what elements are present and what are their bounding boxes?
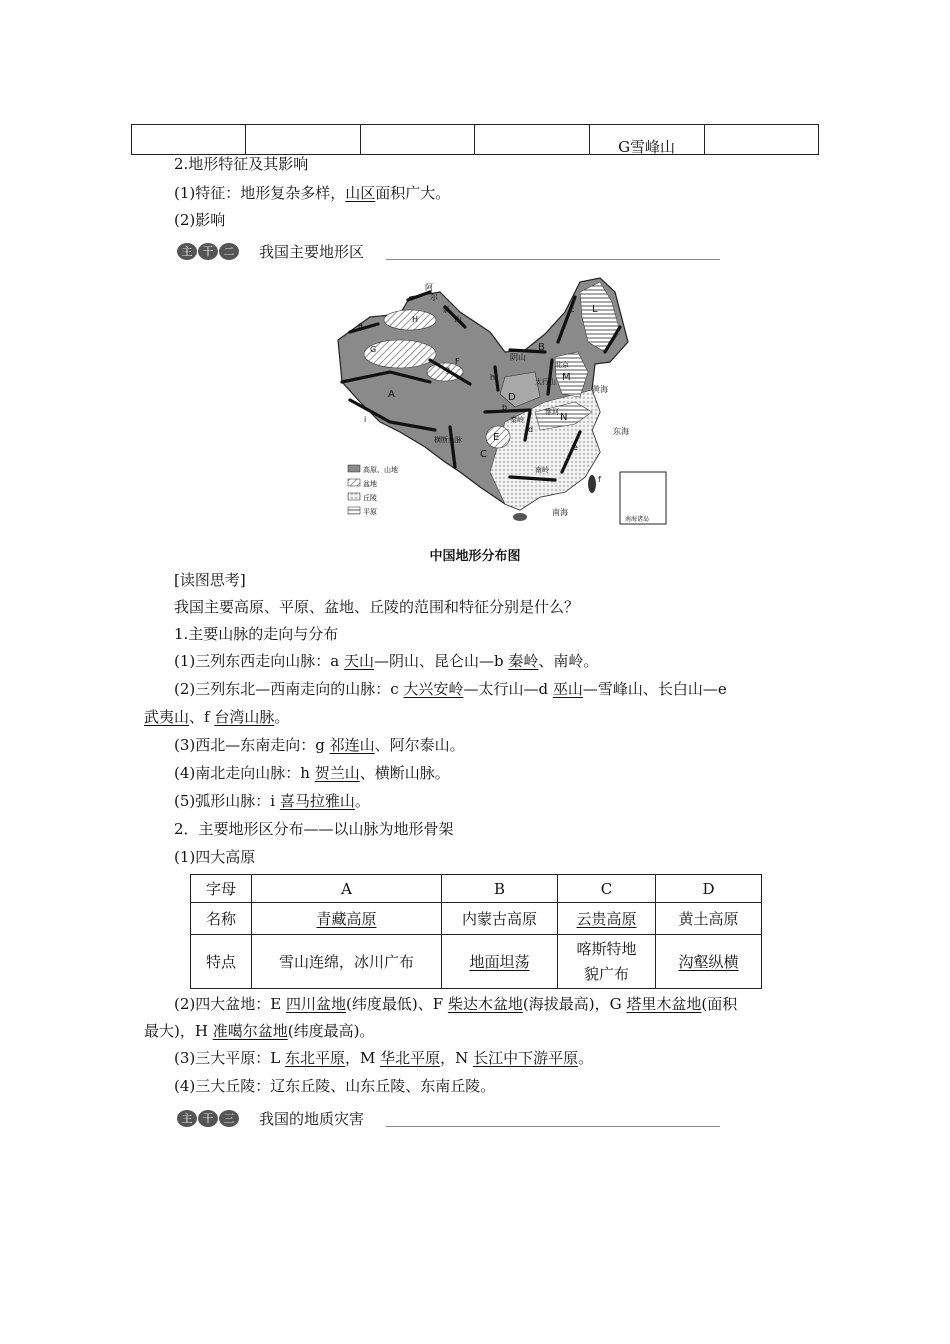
table-cell (252, 903, 442, 935)
section-heading: 2.地形特征及其影响 (174, 155, 309, 173)
answer: 云贵高原 (576, 910, 637, 928)
map-svg (330, 272, 670, 527)
map-label: d (528, 425, 534, 434)
answer: 巫山 (552, 680, 583, 698)
map-label: E (493, 432, 500, 443)
taiwan (588, 475, 596, 493)
text: 、南岭。 (538, 652, 599, 670)
answer: 天山 (343, 652, 374, 670)
influence-line: (2)影响 (174, 211, 226, 229)
table-cell: C (558, 875, 656, 903)
badge-char: 三 (219, 1110, 239, 1127)
mountains-heading: 1.主要山脉的走向与分布 (174, 625, 339, 643)
answer: 祁连山 (329, 736, 375, 754)
legend-label: 丘陵 (363, 494, 377, 502)
map-label: M (562, 372, 571, 383)
map-label: D (508, 392, 516, 403)
table-cell: D (656, 875, 762, 903)
text: (1)三列东西走向山脉：a (174, 652, 344, 670)
answer: 地面坦荡 (469, 953, 530, 971)
map-label: c (570, 305, 575, 314)
table-row (191, 875, 762, 903)
map-label: a (358, 321, 363, 330)
legend-label: 平原 (363, 508, 377, 516)
range-qinling (485, 410, 530, 412)
answer: 塔里木盆地 (626, 995, 702, 1013)
table-cell (475, 125, 589, 155)
badge-char: 二 (219, 243, 239, 260)
text: 。 (354, 792, 370, 810)
title-rule (386, 259, 720, 260)
map-label: b (502, 403, 508, 412)
text: (4)南北走向山脉：h (174, 764, 315, 782)
regions-heading: 2．主要地形区分布——以山脉为地形骨架 (174, 820, 454, 838)
basins-line (174, 994, 737, 1014)
map-label: 黄海 (592, 385, 608, 394)
topic-badge (177, 1110, 239, 1127)
top-table-fragment (131, 124, 819, 155)
badge-char: 主 (177, 243, 197, 260)
map-label: 横断山脉 (434, 436, 462, 444)
table-row (191, 935, 762, 989)
hills-line: (4)三大丘陵：辽东丘陵、山东丘陵、东南丘陵。 (174, 1077, 496, 1095)
map-label: i (364, 415, 367, 424)
table-cell: A (252, 875, 442, 903)
map-label: N (560, 412, 568, 423)
plateau-table (190, 874, 762, 989)
table-cell (246, 125, 360, 155)
answer: 大兴安岭 (403, 680, 464, 698)
table-cell-xuefeng: G雪峰山 (589, 125, 704, 155)
table-cell: B (442, 875, 558, 903)
answer: 四川盆地 (285, 995, 346, 1013)
text: (海拔最高)，G (522, 995, 627, 1013)
answer: 秦岭 (508, 652, 539, 670)
table-cell: 特点 (191, 935, 252, 989)
answer: 沟壑纵横 (678, 953, 739, 971)
text: (5)弧形山脉：i (174, 792, 280, 810)
mountain-line-2 (174, 679, 727, 699)
text: —阴山、昆仑山—b (373, 652, 509, 670)
map-label: L (592, 304, 598, 315)
table-cell: 内蒙古高原 (442, 903, 558, 935)
answer: 青藏高原 (316, 910, 377, 928)
china-terrain-map (330, 272, 670, 527)
text: 、阿尔泰山。 (374, 736, 465, 754)
table-cell (656, 935, 762, 989)
map-label: A (388, 389, 395, 400)
text: 面积广大。 (375, 184, 451, 202)
text: ，M (345, 1049, 381, 1067)
answer: 柴达木盆地 (447, 995, 523, 1013)
reading-title: [读图思考] (174, 571, 246, 589)
plateaus-heading: (1)四大高原 (174, 848, 256, 866)
text: (2)四大盆地：E (174, 995, 286, 1013)
badge-char: 干 (198, 243, 218, 260)
plains-line (174, 1048, 593, 1068)
text: (3)三大平原：L (174, 1049, 285, 1067)
mountain-line-3 (174, 735, 465, 755)
inset-label: 南海诸岛 (625, 516, 650, 523)
reading-question: 我国主要高原、平原、盆地、丘陵的范围和特征分别是什么？ (174, 598, 580, 616)
answer: 贺兰山 (314, 764, 360, 782)
hainan (513, 513, 527, 521)
answer: 华北平原 (380, 1049, 441, 1067)
legend-label: 盆地 (363, 480, 377, 488)
map-label: 阿 (425, 283, 433, 292)
map-label: h (490, 373, 496, 382)
table-cell (360, 125, 474, 155)
text: (纬度最低)、F (345, 995, 448, 1013)
junggar-basin (384, 310, 436, 330)
map-label: e (573, 443, 578, 452)
table-cell (704, 125, 818, 155)
text: 。 (274, 708, 290, 726)
answer: 准噶尔盆地 (212, 1022, 288, 1040)
answer: 东北平原 (284, 1049, 345, 1067)
mountain-line-1 (174, 651, 598, 671)
topic-badge (177, 243, 239, 260)
table-cell: 喀斯特地貌广布 (558, 935, 656, 989)
answer: 山区 (345, 184, 376, 202)
table-cell: 黄土高原 (656, 903, 762, 935)
text: 。 (578, 1049, 594, 1067)
map-label: 山 (454, 315, 462, 324)
map-label: H (412, 315, 419, 324)
text: 、f (189, 708, 215, 726)
map-label: f (598, 475, 601, 484)
text: (纬度最高)。 (287, 1022, 375, 1040)
map-label: 淮河 (545, 408, 559, 416)
table-cell (132, 125, 246, 155)
text: —雪峰山、长白山—e (582, 680, 727, 698)
text: (2)三列东北—西南走向的山脉：c (174, 680, 404, 698)
basins-line-cont (144, 1021, 374, 1041)
map-label: 东海 (613, 427, 629, 436)
answer: 武夷山 (144, 708, 190, 726)
feature-line (174, 183, 450, 203)
map-label: C (480, 449, 487, 460)
table-cell: 字母 (191, 875, 252, 903)
map-label: 南岭 (535, 466, 549, 474)
map-label: 尔 (430, 293, 438, 302)
topic-title: 我国的地质灾害 (259, 1110, 365, 1128)
map-label: B (538, 342, 545, 353)
map-label: g (445, 365, 451, 374)
map-label: 北京 (555, 361, 569, 369)
map-label: 南海 (552, 508, 568, 517)
map-legend (348, 465, 398, 516)
table-cell (558, 903, 656, 935)
mountain-line-4 (174, 763, 450, 783)
text: (1)特征：地形复杂多样， (174, 184, 346, 202)
map-caption: 中国地形分布图 (429, 549, 521, 564)
map-label: 太行山 (535, 378, 556, 386)
map-label: 秦岭 (510, 416, 524, 424)
map-label: G (370, 345, 377, 354)
table-cell: 名称 (191, 903, 252, 935)
text: (面积 (701, 995, 738, 1013)
topic-title: 我国主要地形区 (259, 243, 365, 261)
map-label: 阴山 (510, 353, 526, 362)
badge-char: 干 (198, 1110, 218, 1127)
title-rule (386, 1126, 720, 1127)
map-label: 泰 (442, 305, 450, 314)
map-label: F (455, 357, 460, 366)
badge-char: 主 (177, 1110, 197, 1127)
table-cell: 雪山连绵，冰川广布 (252, 935, 442, 989)
legend-label: 高原、山地 (363, 466, 398, 474)
table-cell (442, 935, 558, 989)
text: (3)西北—东南走向：g (174, 736, 330, 754)
mountain-line-5 (174, 791, 370, 811)
answer: 长江中下游平原 (473, 1049, 579, 1067)
answer: 喜马拉雅山 (279, 792, 355, 810)
table-row (191, 903, 762, 935)
text: ，N (440, 1049, 474, 1067)
text: 、横断山脉。 (359, 764, 450, 782)
mountain-line-2-cont (144, 707, 289, 727)
text: 最大)，H (144, 1022, 213, 1040)
answer: 台湾山脉 (214, 708, 275, 726)
text: —太行山—d (463, 680, 553, 698)
